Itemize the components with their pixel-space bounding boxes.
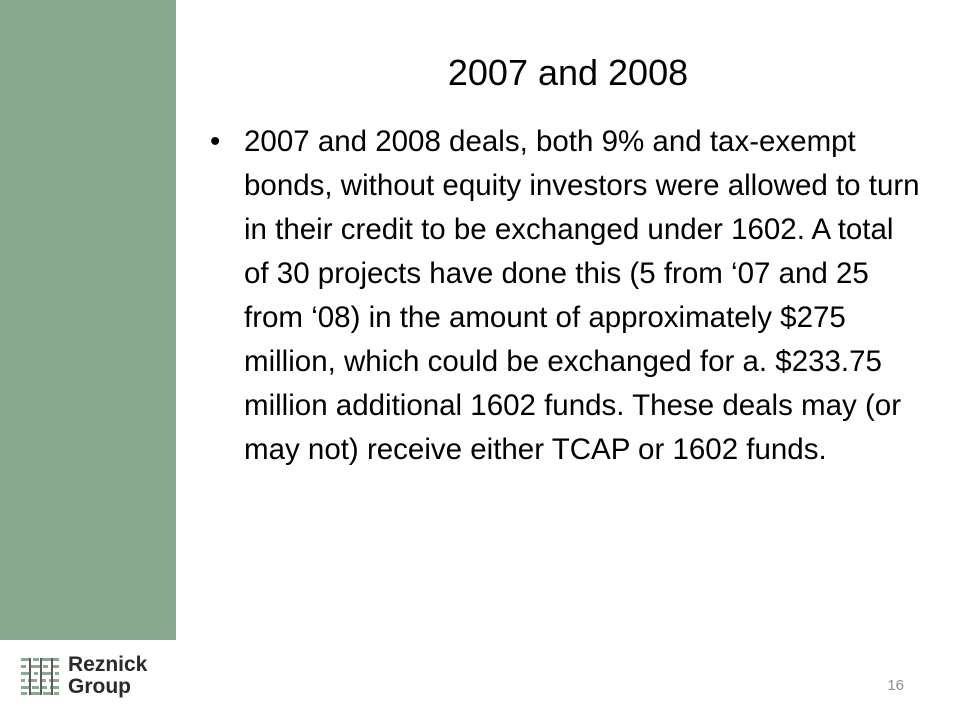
bullet-marker: • bbox=[210, 125, 221, 158]
bullet-item bbox=[210, 120, 920, 472]
bullet-text: 2007 and 2008 deals, both 9% and tax-exempt bonds, without equity investors were allowed to turn in their credit to be exchanged under 1602. A total of 30 projects have done this (5 from ‘07 and 25 from ‘08) in the amount of approximately $275 million, which could be exchanged for a. $233.75 million additional 1602 funds. These deals may (or may not) receive either TCAP or 1602 funds. bbox=[244, 125, 920, 466]
decorative-side-band bbox=[0, 0, 176, 640]
page-number: 16 bbox=[887, 677, 904, 694]
slide-title: 2007 and 2008 bbox=[447, 52, 689, 93]
logo-wordmark bbox=[68, 654, 147, 698]
bullet-list bbox=[210, 120, 920, 472]
company-logo bbox=[20, 654, 147, 698]
reznick-group-logo-icon bbox=[20, 656, 60, 696]
logo-line-2: Group bbox=[68, 675, 131, 698]
logo-line-1: Reznick bbox=[68, 653, 148, 676]
